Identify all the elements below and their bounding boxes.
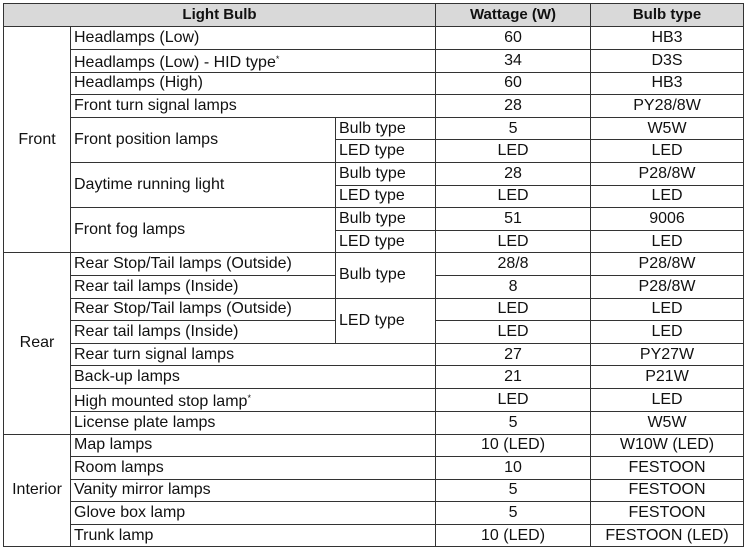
wattage-value: 34 [436,49,591,72]
wattage-value: 5 [436,411,591,434]
table-row [4,502,744,525]
subtype-label: LED type [336,298,436,343]
item-name: Rear tail lamps (Inside) [71,275,336,298]
bulb-type-value: HB3 [591,27,744,50]
item-name: Back-up lamps [71,366,436,389]
bulb-type-value: W5W [591,117,744,140]
item-name: Rear Stop/Tail lamps (Outside) [71,298,336,321]
bulb-type-value: LED [591,140,744,163]
wattage-value: 28 [436,162,591,185]
wattage-value: LED [436,140,591,163]
bulb-type-value: HB3 [591,72,744,95]
item-name: Daytime running light [71,162,336,207]
group-rear: Rear [4,253,71,434]
bulb-type-value: PY27W [591,343,744,366]
header-row [4,4,744,27]
item-name: Headlamps (Low) - HID type* [71,49,436,72]
bulb-type-value: LED [591,298,744,321]
item-name: High mounted stop lamp* [71,388,436,411]
wattage-value: 8 [436,275,591,298]
bulb-specification-table [3,3,744,547]
table-row [4,95,744,118]
bulb-type-value: W5W [591,411,744,434]
bulb-type-value: FESTOON [591,457,744,480]
bulb-type-value: PY28/8W [591,95,744,118]
bulb-type-value: D3S [591,49,744,72]
bulb-type-value: FESTOON (LED) [591,524,744,547]
footnote-mark: * [247,392,251,403]
table-row [4,524,744,547]
table-row [4,343,744,366]
table-row [4,49,744,72]
bulb-type-value: LED [591,388,744,411]
wattage-value: 51 [436,208,591,231]
table-row [4,253,744,276]
subtype-label: LED type [336,230,436,253]
bulb-type-value: P21W [591,366,744,389]
subtype-label: LED type [336,140,436,163]
subtype-label: LED type [336,185,436,208]
wattage-value: 5 [436,479,591,502]
table-row [4,479,744,502]
bulb-type-value: LED [591,185,744,208]
bulb-type-value: W10W (LED) [591,434,744,457]
wattage-value: 27 [436,343,591,366]
table-row [4,457,744,480]
wattage-value: 21 [436,366,591,389]
wattage-value: LED [436,321,591,344]
wattage-value: 28/8 [436,253,591,276]
table-row [4,298,744,321]
item-name: Rear Stop/Tail lamps (Outside) [71,253,336,276]
bulb-type-value: P28/8W [591,253,744,276]
table-row [4,117,744,140]
item-name: Glove box lamp [71,502,436,525]
wattage-value: LED [436,230,591,253]
header-bulb-type: Bulb type [591,4,744,27]
wattage-value: 60 [436,27,591,50]
subtype-label: Bulb type [336,162,436,185]
item-name: Front fog lamps [71,208,336,253]
bulb-type-value: LED [591,230,744,253]
item-name: Room lamps [71,457,436,480]
wattage-value: 5 [436,502,591,525]
group-interior: Interior [4,434,71,547]
item-name: Headlamps (High) [71,72,436,95]
item-name: Front position lamps [71,117,336,162]
table-row [4,366,744,389]
table-row [4,208,744,231]
wattage-value: 28 [436,95,591,118]
table-row [4,72,744,95]
wattage-value: 10 (LED) [436,524,591,547]
item-name: Front turn signal lamps [71,95,436,118]
header-light-bulb: Light Bulb [4,4,436,27]
wattage-value: 10 [436,457,591,480]
subtype-label: Bulb type [336,208,436,231]
item-name: Map lamps [71,434,436,457]
table-row [4,411,744,434]
bulb-type-value: FESTOON [591,479,744,502]
item-name: Vanity mirror lamps [71,479,436,502]
bulb-type-value: P28/8W [591,162,744,185]
table-row [4,162,744,185]
wattage-value: LED [436,185,591,208]
wattage-value: 5 [436,117,591,140]
item-name: License plate lamps [71,411,436,434]
wattage-value: LED [436,388,591,411]
wattage-value: 10 (LED) [436,434,591,457]
bulb-type-value: LED [591,321,744,344]
footnote-mark: * [275,53,280,64]
table-row [4,388,744,411]
item-name: Headlamps (Low) [71,27,436,50]
header-wattage: Wattage (W) [436,4,591,27]
item-name: Rear turn signal lamps [71,343,436,366]
item-name: Rear tail lamps (Inside) [71,321,336,344]
bulb-type-value: 9006 [591,208,744,231]
wattage-value: 60 [436,72,591,95]
group-front: Front [4,27,71,253]
item-name: Trunk lamp [71,524,436,547]
subtype-label: Bulb type [336,253,436,298]
bulb-type-value: P28/8W [591,275,744,298]
table-row [4,434,744,457]
bulb-type-value: FESTOON [591,502,744,525]
subtype-label: Bulb type [336,117,436,140]
table-row [4,27,744,50]
wattage-value: LED [436,298,591,321]
